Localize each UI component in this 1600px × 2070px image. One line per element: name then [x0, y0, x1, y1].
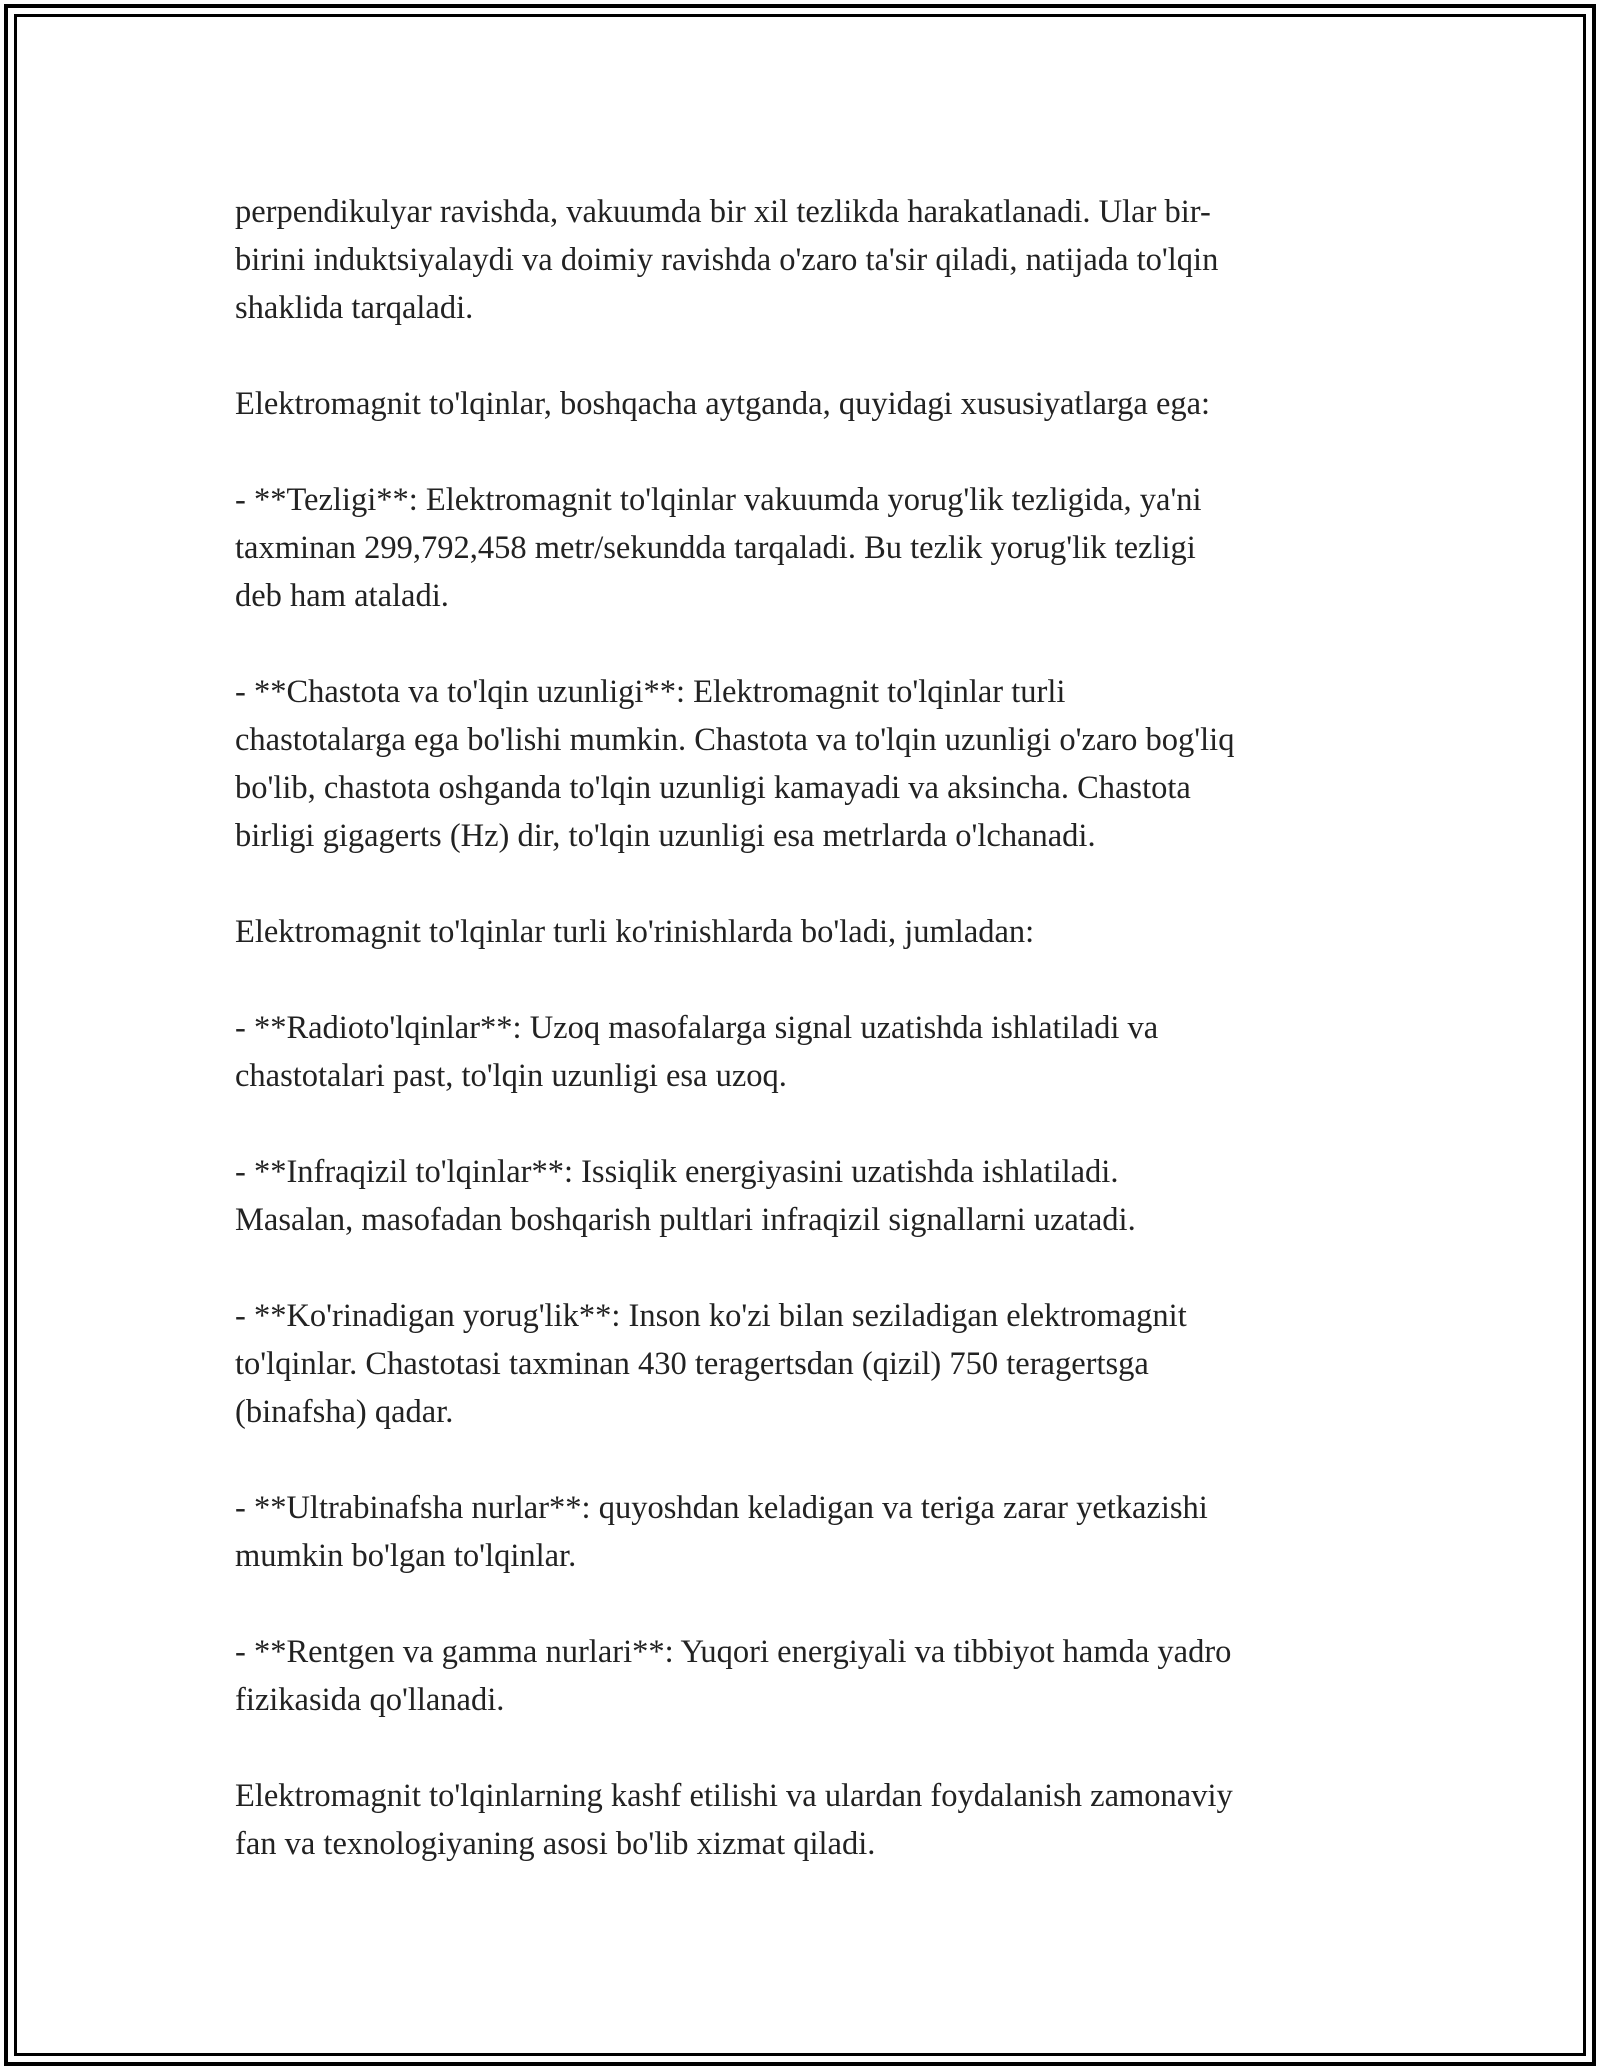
paragraph-properties-intro	[235, 380, 1370, 428]
text-line: Elektromagnit to'lqinlarning kashf etilishi va ulardan foydalanish zamonaviy	[235, 1778, 1233, 1814]
document-body	[235, 188, 1370, 1868]
text-line: fan va texnologiyaning asosi bo'lib xizmat qiladi.	[235, 1826, 876, 1862]
text-line: (binafsha) qadar.	[235, 1394, 454, 1430]
text-line: chastotalari past, to'lqin uzunligi esa uzoq.	[235, 1058, 787, 1094]
text-line: shaklida tarqaladi.	[235, 290, 474, 326]
text-line: birini induktsiyalaydi va doimiy ravishda o'zaro ta'sir qiladi, natijada to'lqin	[235, 242, 1219, 278]
paragraph-types-intro	[235, 908, 1370, 956]
text-line: - **Ultrabinafsha nurlar**: quyoshdan keladigan va teriga zarar yetkazishi	[235, 1490, 1208, 1526]
paragraph-intro-continuation	[235, 188, 1370, 332]
text-line: - **Rentgen va gamma nurlari**: Yuqori energiyali va tibbiyot hamda yadro	[235, 1634, 1232, 1670]
text-line: Masalan, masofadan boshqarish pultlari infraqizil signallarni uzatadi.	[235, 1202, 1136, 1238]
text-line: taxminan 299,792,458 metr/sekundda tarqaladi. Bu tezlik yorug'lik tezligi	[235, 530, 1196, 566]
text-line: perpendikulyar ravishda, vakuumda bir xil tezlikda harakatlanadi. Ular bir-	[235, 194, 1211, 230]
text-line: - **Radioto'lqinlar**: Uzoq masofalarga signal uzatishda ishlatiladi va	[235, 1010, 1159, 1046]
list-item-radio-waves	[235, 1004, 1370, 1100]
text-line: Elektromagnit to'lqinlar turli ko'rinishlarda bo'ladi, jumladan:	[235, 914, 1035, 950]
list-item-infrared	[235, 1148, 1370, 1244]
text-line: mumkin bo'lgan to'lqinlar.	[235, 1538, 577, 1574]
text-line: birligi gigagerts (Hz) dir, to'lqin uzunligi esa metrlarda o'lchanadi.	[235, 818, 1096, 854]
list-item-visible-light	[235, 1292, 1370, 1436]
text-line: fizikasida qo'llanadi.	[235, 1682, 505, 1718]
text-line: Elektromagnit to'lqinlar, boshqacha aytganda, quyidagi xususiyatlarga ega:	[235, 386, 1211, 422]
text-line: - **Chastota va to'lqin uzunligi**: Elektromagnit to'lqinlar turli	[235, 674, 1066, 710]
list-item-speed	[235, 476, 1370, 620]
list-item-frequency-wavelength	[235, 668, 1370, 860]
text-line: bo'lib, chastota oshganda to'lqin uzunligi kamayadi va aksincha. Chastota	[235, 770, 1191, 806]
list-item-xray-gamma	[235, 1628, 1370, 1724]
text-line: chastotalarga ega bo'lishi mumkin. Chastota va to'lqin uzunligi o'zaro bog'liq	[235, 722, 1235, 758]
text-line: - **Infraqizil to'lqinlar**: Issiqlik energiyasini uzatishda ishlatiladi.	[235, 1154, 1119, 1190]
paragraph-conclusion	[235, 1772, 1370, 1868]
list-item-ultraviolet	[235, 1484, 1370, 1580]
text-line: - **Tezligi**: Elektromagnit to'lqinlar vakuumda yorug'lik tezligida, ya'ni	[235, 482, 1202, 518]
text-line: to'lqinlar. Chastotasi taxminan 430 teragertsdan (qizil) 750 teragertsga	[235, 1346, 1149, 1382]
text-line: deb ham ataladi.	[235, 578, 449, 614]
text-line: - **Ko'rinadigan yorug'lik**: Inson ko'zi bilan seziladigan elektromagnit	[235, 1298, 1187, 1334]
